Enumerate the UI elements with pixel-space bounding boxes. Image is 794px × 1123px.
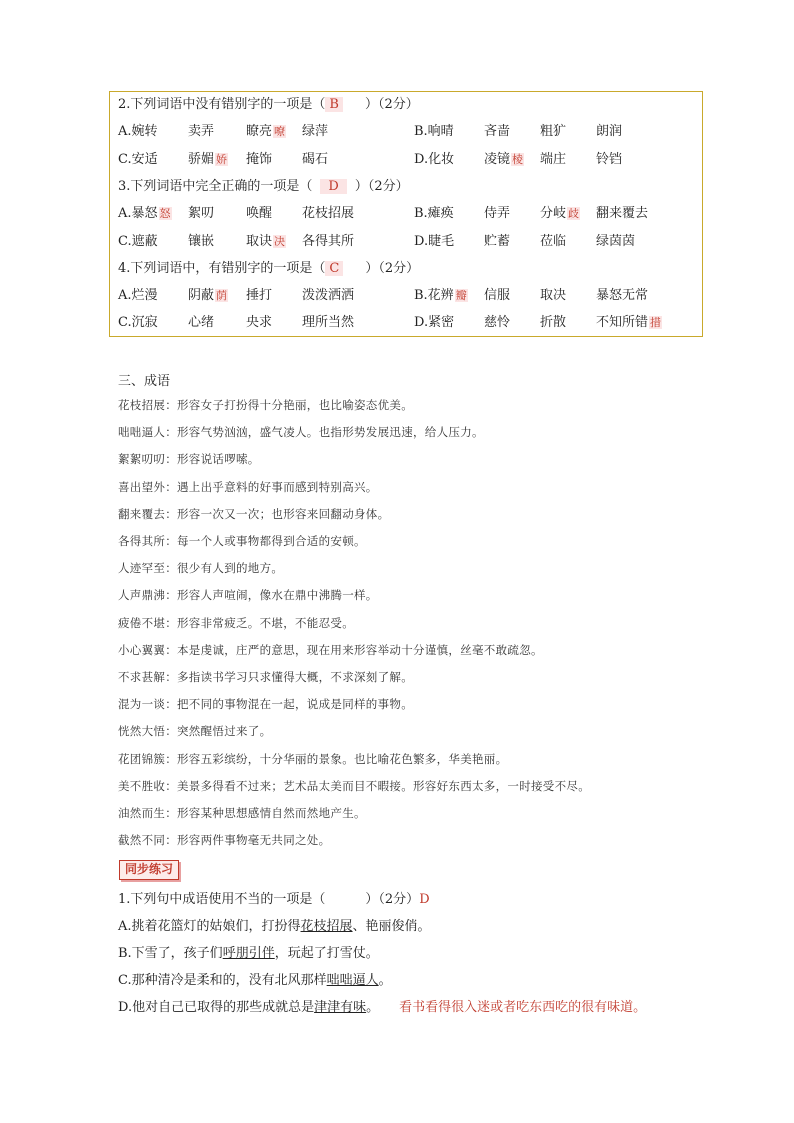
word-cell (414, 205, 454, 223)
word-text: 分岐 (540, 206, 567, 221)
word-cell (118, 123, 158, 141)
word-text: 花枝招展 (302, 206, 355, 221)
word-text: 瞭亮 (246, 124, 273, 139)
word-text: A.烂漫 (118, 288, 158, 303)
idiom-entry: 翻来覆去：形容一次又一次；也形容来回翻动身体。 (118, 506, 390, 521)
idiom-entry: 各得其所：每一个人或事物都得到合适的安顿。 (118, 534, 366, 548)
word-text: 暴怒无常 (596, 288, 649, 303)
word-cell (414, 287, 468, 305)
practice-question-1: 1.下列句中成语使用不当的一项是（ ）（2分）D (118, 892, 430, 907)
word-cell (246, 205, 272, 223)
word-text: 铃铛 (596, 152, 623, 167)
word-text: A.暴怒 (118, 206, 158, 221)
word-cell (302, 123, 328, 141)
word-text: 理所当然 (302, 315, 355, 330)
option-d-note: 看书看得很入迷或者吃东西吃的很有味道。 (399, 1000, 647, 1015)
idiom-entry: 美不胜收：美景多得看不过来；艺术品太美而目不暇接。形容好东西太多，一时接受不尽。 (118, 778, 590, 793)
idiom-entry: 油然而生：形容某种思想感情自然而然地产生。 (118, 806, 366, 820)
correction-mark: 怒 (159, 207, 171, 220)
word-text: C.安适 (118, 152, 158, 167)
word-text: D.睫毛 (414, 234, 455, 249)
word-text: 取决 (540, 288, 567, 303)
word-cell (188, 287, 228, 305)
idiom-entry: 人迹罕至：很少有人到的地方。 (118, 561, 284, 576)
correction-mark: 棱 (512, 153, 524, 166)
word-text: 取诀 (246, 234, 273, 249)
word-text: 信服 (484, 288, 511, 303)
word-cell (118, 233, 158, 251)
word-text: C.遮蔽 (118, 234, 158, 249)
word-text: 心绪 (188, 315, 215, 330)
word-cell (188, 314, 214, 332)
correction-mark: 嘹 (274, 125, 286, 138)
word-text: C.沉寂 (118, 315, 158, 330)
word-cell (246, 314, 272, 332)
word-cell (188, 233, 214, 251)
option-c: C.那种清冷是柔和的，没有北风那样咄咄逼人。 (118, 973, 392, 988)
answer-2: B (325, 97, 343, 112)
word-text: 唤醒 (246, 206, 273, 221)
word-cell (302, 314, 354, 332)
word-cell (596, 151, 622, 169)
word-cell (188, 205, 214, 223)
correction-mark: 措 (650, 316, 662, 329)
word-cell (246, 151, 272, 169)
word-cell (540, 314, 566, 332)
word-text: 央求 (246, 315, 273, 330)
word-text: 慈怜 (484, 315, 511, 330)
word-text: 端庄 (540, 152, 567, 167)
practice-answer: D (419, 892, 430, 907)
word-cell (596, 287, 648, 305)
idiom-entry: 花枝招展：形容女子打扮得十分艳丽，也比喻姿态优美。 (118, 398, 413, 412)
word-text: 贮蓄 (484, 234, 511, 249)
word-text: A.婉转 (118, 124, 158, 139)
word-text: 翻来覆去 (596, 206, 649, 221)
idiom-entry: 混为一谈：把不同的事物混在一起，说成是同样的事物。 (118, 697, 413, 712)
idiom-entry: 小心翼翼：本是虔诚，庄严的意思，现在用来形容举动十分谨慎，丝毫不敢疏忽。 (118, 642, 543, 657)
word-text: 凌镜 (484, 152, 511, 167)
correction-mark: 决 (274, 235, 286, 248)
option-a: A.挑着花篮灯的姑娘们，打扮得花枝招展、艳丽俊俏。 (118, 919, 431, 934)
answer-4: C (325, 261, 343, 276)
word-text: 镶嵌 (188, 234, 215, 249)
word-cell (118, 151, 158, 169)
word-cell (596, 314, 662, 332)
word-cell (118, 205, 172, 223)
idiom-entry: 喜出望外：遇上出乎意料的好事而感到特别高兴。 (118, 479, 378, 494)
word-text: 泼泼洒洒 (302, 288, 355, 303)
question-3: 3.下列词语中完全正确的一项是（ D ）（2分） (118, 179, 409, 194)
word-text: 莅临 (540, 234, 567, 249)
word-text: B.响晴 (414, 124, 454, 139)
word-cell (414, 314, 454, 332)
word-cell (302, 205, 354, 223)
word-text: 掩饰 (246, 152, 273, 167)
word-text: 碣石 (302, 152, 329, 167)
word-text: 朗润 (596, 124, 623, 139)
idiom-entry: 絮絮叨叨：形容说话啰嗦。 (118, 452, 260, 467)
word-cell (246, 233, 286, 251)
word-cell (484, 123, 510, 141)
word-cell (484, 314, 510, 332)
word-text: 吝啬 (484, 124, 511, 139)
word-cell (414, 123, 454, 141)
word-text: 捶打 (246, 288, 273, 303)
word-text: 卖弄 (188, 124, 215, 139)
correction-mark: 瓣 (455, 289, 467, 302)
word-cell (540, 233, 566, 251)
word-text: 粗犷 (540, 124, 567, 139)
word-cell (118, 287, 158, 305)
word-text: D.紧密 (414, 315, 455, 330)
idiom-entry: 人声鼎沸：形容人声喧闹，像水在鼎中沸腾一样。 (118, 588, 378, 603)
word-text: 骄媚 (188, 152, 215, 167)
word-cell (484, 287, 510, 305)
option-b: B.下雪了，孩子们呼朋引伴，玩起了打雪仗。 (118, 946, 379, 961)
idiom-entry: 咄咄逼人：形容气势汹汹，盛气凌人。也指形势发展迅速，给人压力。 (118, 425, 484, 440)
word-cell (484, 151, 524, 169)
correction-mark: 荫 (216, 289, 228, 302)
word-cell (246, 287, 272, 305)
word-text: 不知所错 (596, 315, 649, 330)
word-text: D.化妆 (414, 152, 455, 167)
word-text: 阴蔽 (188, 288, 215, 303)
section-title: 三、成语 (118, 374, 171, 389)
word-cell (118, 314, 158, 332)
word-text: 折散 (540, 315, 567, 330)
idiom-entry: 截然不同：形容两件事物毫无共同之处。 (118, 833, 331, 848)
word-cell (188, 151, 228, 169)
word-cell (596, 205, 648, 223)
word-cell (596, 233, 635, 251)
word-cell (246, 123, 286, 141)
practice-badge: 同步练习 (119, 860, 179, 880)
answer-3: D (320, 179, 346, 194)
word-cell (596, 123, 622, 141)
word-text: 絮叨 (188, 206, 215, 221)
word-cell (302, 233, 354, 251)
idiom-entry: 花团锦簇：形容五彩缤纷，十分华丽的景象。也比喻花色繁多，华美艳丽。 (118, 751, 508, 766)
word-cell (188, 123, 214, 141)
word-cell (414, 151, 454, 169)
correction-mark: 歧 (568, 207, 580, 220)
word-cell (484, 233, 510, 251)
word-cell (484, 205, 510, 223)
word-cell (302, 287, 354, 305)
option-d: D.他对自己已取得的那些成就总是津津有味。 看书看得很入迷或者吃东西吃的很有味道。 (118, 1000, 647, 1015)
word-cell (540, 205, 580, 223)
idiom-entry: 不求甚解：多指读书学习只求懂得大概，不求深刻了解。 (118, 670, 413, 684)
correction-mark: 娇 (216, 153, 228, 166)
word-cell (540, 151, 566, 169)
idiom-entry: 疲倦不堪：形容非常疲乏。不堪，不能忍受。 (118, 615, 354, 630)
word-text: 绿萍 (302, 124, 329, 139)
word-text: 侍弄 (484, 206, 511, 221)
word-cell (540, 287, 566, 305)
word-cell (540, 123, 566, 141)
word-text: B.瘫痪 (414, 206, 454, 221)
word-text: B.花辨 (414, 288, 454, 303)
question-2: 2.下列词语中没有错别字的一项是（ B ）（2分） (118, 97, 419, 112)
word-text: 各得其所 (302, 234, 355, 249)
word-cell (414, 233, 454, 251)
idiom-entry: 恍然大悟：突然醒悟过来了。 (118, 724, 272, 739)
word-cell (302, 151, 328, 169)
word-text: 绿茵茵 (596, 234, 636, 249)
question-4: 4.下列词语中，有错别字的一项是（ C ）（2分） (118, 261, 420, 276)
